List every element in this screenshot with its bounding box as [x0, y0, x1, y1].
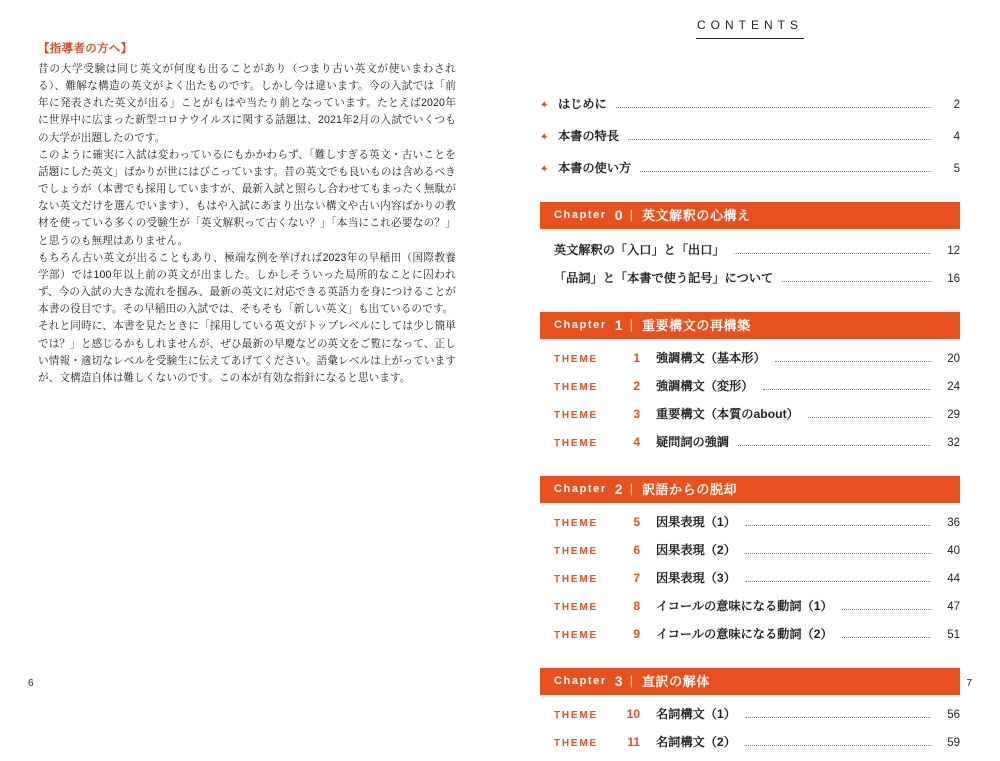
instructor-note-title: 【指導者の方へ】 [38, 43, 133, 55]
chapter-separator: | [629, 317, 633, 332]
toc-entry[interactable] [540, 405, 960, 422]
toc-entry[interactable] [540, 377, 960, 394]
toc-entry[interactable] [540, 569, 960, 586]
leader-dots [775, 360, 931, 362]
chapter-separator: | [629, 207, 633, 222]
page-reference: 29 [947, 409, 960, 421]
chapter-block-2 [540, 476, 960, 642]
theme-number: 1 [633, 351, 640, 365]
leader-dots [738, 444, 931, 446]
heading-rule [696, 38, 804, 39]
front-matter-label: はじめに [558, 97, 607, 111]
toc-entry[interactable] [540, 625, 960, 642]
toc-entry[interactable] [540, 541, 960, 558]
chapter-word: Chapter [554, 482, 607, 495]
chapter-title: 訳語からの脱却 [641, 482, 738, 497]
page-number-right: 7 [966, 678, 972, 689]
instructor-note-body [38, 61, 456, 387]
chapter-header-3[interactable] [540, 668, 960, 693]
chapter-number: 3 [614, 672, 623, 689]
chapter-block-3 [540, 668, 960, 750]
theme-word: THEME [554, 410, 598, 421]
theme-word: THEME [554, 738, 598, 749]
theme-word: THEME [554, 518, 598, 529]
leader-dots [745, 744, 931, 746]
chapter-header-0[interactable] [540, 202, 960, 227]
page-reference: 24 [947, 381, 960, 393]
entry-label: 強調構文（基本形） [656, 351, 766, 365]
list-item[interactable] [540, 95, 960, 112]
leader-dots [640, 170, 931, 172]
page-reference: 2 [953, 99, 960, 111]
front-matter-label: 本書の特長 [558, 129, 619, 143]
theme-number: 7 [633, 571, 640, 585]
leader-dots [734, 252, 931, 254]
theme-word: THEME [554, 710, 598, 721]
entry-label: 強調構文（変形） [656, 379, 754, 393]
leader-dots [842, 636, 931, 638]
list-item[interactable] [540, 127, 960, 144]
chapter-separator: | [629, 481, 633, 496]
leader-dots [763, 388, 932, 390]
page-reference: 40 [947, 545, 960, 557]
page-reference: 5 [953, 163, 960, 175]
contents-page [540, 0, 960, 761]
page-reference: 4 [953, 131, 960, 143]
leader-dots [782, 280, 931, 282]
page-reference: 32 [947, 437, 960, 449]
theme-number: 8 [633, 599, 640, 613]
leader-dots [616, 106, 931, 108]
leader-dots [628, 138, 931, 140]
page-reference: 44 [947, 573, 960, 585]
chapter-entries-2 [540, 503, 960, 642]
chapter-entries-3 [540, 695, 960, 750]
toc-entry[interactable] [540, 349, 960, 366]
diamond-icon: ✦ [540, 132, 549, 143]
page-reference: 59 [947, 737, 960, 749]
theme-number: 3 [633, 407, 640, 421]
contents-heading-text: CONTENTS [697, 18, 803, 32]
chapter-title: 直訳の解体 [641, 674, 710, 689]
toc-entry[interactable] [540, 269, 960, 286]
front-matter-label: 本書の使い方 [558, 161, 632, 175]
page-reference: 16 [947, 273, 960, 285]
theme-word: THEME [554, 574, 598, 585]
entry-label: 因果表現（2） [656, 543, 736, 557]
toc-entry[interactable] [540, 733, 960, 750]
theme-number: 11 [627, 735, 640, 749]
note-paragraph: 昔の大学受験は同じ英文が何度も出ることがあり（つまり古い英文が使いまわされる）、難解な構造の英文がよく出たものです。しかし今は違います。今の入試では「前年に発表された英文が出る」ことがもはや当たり前となっています。たとえば2020年に世界中に広まった新型コロナウイルスに関する話題は、2021年2月の入試でいくつもの大学が出題したのです。 [38, 63, 456, 144]
leader-dots [745, 524, 931, 526]
chapter-number: 2 [614, 480, 623, 497]
leader-dots [842, 608, 931, 610]
theme-number: 2 [633, 379, 640, 393]
chapter-number: 1 [614, 316, 623, 333]
chapter-header-2[interactable] [540, 476, 960, 501]
entry-label: 「品詞」と「本書で使う記号」について [554, 271, 774, 285]
entry-label: 英文解釈の「入口」と「出口」 [554, 243, 725, 257]
leader-dots [745, 580, 931, 582]
theme-number: 9 [633, 627, 640, 641]
theme-number: 6 [633, 543, 640, 557]
page-reference: 20 [947, 353, 960, 365]
theme-word: THEME [554, 546, 598, 557]
chapter-title: 重要構文の再構築 [641, 318, 751, 333]
toc-entry[interactable] [540, 705, 960, 722]
chapter-title: 英文解釈の心構え [641, 208, 751, 223]
theme-word: THEME [554, 630, 598, 641]
entry-label: 重要構文（本質のabout） [656, 407, 799, 421]
chapter-separator: | [629, 673, 633, 688]
page-reference: 51 [947, 629, 960, 641]
page-reference: 36 [947, 517, 960, 529]
leader-dots [745, 552, 931, 554]
chapter-number: 0 [614, 206, 623, 223]
chapter-entries-0 [540, 229, 960, 286]
note-paragraph: このように確実に入試は変わっているにもかかわらず、「難しすぎる英文・古いことを話題にした英文」ばかりが世にはびこっています。昔の英文でも良いものは含めるべきでしょうが（本書でも採用していますが、最新入試と照らし合わせてもまったく無駄がない英文だけを選んでいます）、もはや入試にあまり出ない構文や古い内容ばかりの教材を使っている多くの受験生が「英文解釈って古くない？」「本当にこれ必要なの？」と思うのも無理はありません。 [38, 148, 456, 247]
diamond-icon: ✦ [540, 100, 549, 111]
entry-label: 疑問詞の強調 [656, 435, 730, 449]
chapter-word: Chapter [554, 208, 607, 221]
chapter-block-0 [540, 202, 960, 286]
toc-entry[interactable] [540, 433, 960, 450]
page-reference: 47 [947, 601, 960, 613]
page-reference: 56 [947, 709, 960, 721]
theme-number: 10 [626, 707, 640, 721]
entry-label: 因果表現（1） [656, 515, 736, 529]
chapter-header-1[interactable] [540, 312, 960, 337]
instructor-note [38, 40, 456, 387]
entry-label: イコールの意味になる動詞（2） [656, 627, 833, 641]
toc-entry[interactable] [540, 513, 960, 530]
theme-word: THEME [554, 354, 598, 365]
leader-dots [745, 716, 931, 718]
list-item[interactable] [540, 159, 960, 176]
entry-label: 名詞構文（2） [656, 735, 736, 749]
page-number-left: 6 [28, 678, 34, 689]
theme-number: 5 [633, 515, 640, 529]
diamond-icon: ✦ [540, 164, 549, 175]
front-matter-list [540, 95, 960, 176]
toc-entry[interactable] [540, 597, 960, 614]
entry-label: 名詞構文（1） [656, 707, 736, 721]
chapter-word: Chapter [554, 318, 607, 331]
toc-entry[interactable] [540, 241, 960, 258]
page-reference: 12 [947, 245, 960, 257]
theme-word: THEME [554, 602, 598, 613]
chapter-word: Chapter [554, 674, 607, 687]
note-paragraph: もちろん古い英文が出ることもあり、極端な例を挙げれば2023年の早稲田（国際教養学部）では100年以上前の英文が出ました。しかしそういった局所的なことに囚われず、今の入試の大きな流れを掴み、最新の英文に対応できる英語力を身につけることが本書の役目です。その早稲田の入試では、そもそも「新しい英文」も出ているのです。 [38, 251, 456, 316]
theme-word: THEME [554, 382, 598, 393]
chapter-entries-1 [540, 339, 960, 450]
leader-dots [808, 416, 931, 418]
note-paragraph: それと同時に、本書を見たときに「採用している英文がトップレベルにしては少し簡単では？」と感じるかもしれませんが、ぜひ最新の早慶などの英文をご覧になって、正しい情報・適切なレベルを受験生に伝えてあげてください。語彙レベルは上がっていますが、文構造自体は難しくないのです。この本が有効な指針になると思います。 [38, 320, 456, 384]
page-title [540, 18, 960, 45]
entry-label: イコールの意味になる動詞（1） [656, 599, 833, 613]
chapter-block-1 [540, 312, 960, 450]
theme-number: 4 [633, 435, 640, 449]
entry-label: 因果表現（3） [656, 571, 736, 585]
theme-word: THEME [554, 438, 598, 449]
